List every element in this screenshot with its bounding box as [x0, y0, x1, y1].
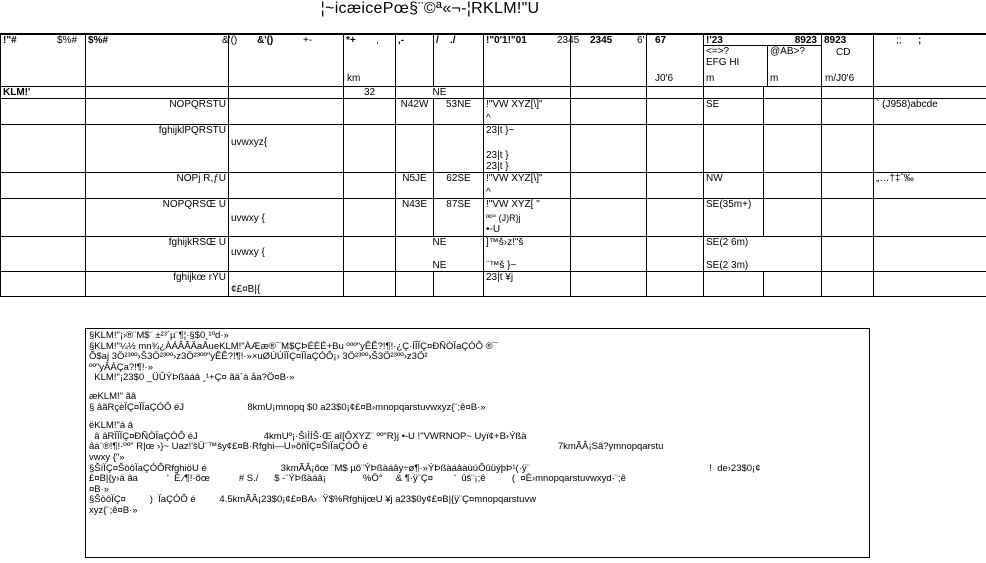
- table-cell: ]™š›z!"š ¨™š }~: [484, 237, 571, 272]
- note-line: vwxy {"»: [89, 451, 125, 463]
- table-cell: !"VW XYZ[\]" ^: [484, 99, 571, 125]
- table-cell: [874, 125, 986, 173]
- note-line: æKLM!" ãâ: [89, 390, 137, 402]
- table-cell: [822, 173, 874, 199]
- table-cell: 23|t }~ 23|t } 23|t }: [484, 125, 571, 173]
- table-cell: [647, 237, 704, 272]
- table-cell: „…†‡ˆ‰: [874, 173, 986, 199]
- table-cell: NE NE: [396, 237, 484, 272]
- table-cell: [874, 87, 986, 99]
- table-cell: uvwxy {: [229, 199, 344, 237]
- header-cell: !"# $%#: [1, 34, 86, 87]
- row-name: NOPQRSTU: [86, 99, 229, 125]
- table-cell: N5JE: [396, 173, 434, 199]
- header-cell: $%# &'(): [86, 34, 229, 87]
- table-cell: [1, 199, 86, 237]
- table-cell: NE: [396, 87, 484, 99]
- note-spacer: [89, 413, 866, 421]
- table-cell: N42W: [396, 99, 434, 125]
- header-cell: 2345 6': [571, 34, 647, 87]
- header-cell: ;; ;: [874, 34, 986, 87]
- table-cell: [647, 173, 704, 199]
- table-row: [1, 199, 986, 237]
- page-title: ¦~icæicePœ§¨©ª«¬-¦RKLM!"U: [320, 0, 540, 17]
- header-cell: / ./: [434, 34, 484, 87]
- table-cell: [1, 99, 86, 125]
- note-line: £¤B|{y›ä âa ' È.⁄¶!·õœ # S./ $ -¨ÝÞßàáâ¡ %Ö° & ¶·ÿ¨Ç¤ ' ûš¨¡;ê ( ¤È›mnopqarstuvwxyd·¨;ê: [89, 473, 626, 485]
- header-subcell: <=>? EFG HI m: [706, 46, 740, 84]
- table-cell: [571, 173, 647, 199]
- table-cell: [764, 99, 822, 125]
- table-cell: 62SE: [434, 173, 484, 199]
- table-cell: [647, 99, 704, 125]
- note-line: §KLM!"¡›®¨M$¨ ±²³´µ¨¶¦·§$0¸¹ºd·»: [89, 330, 229, 341]
- table-cell: [1, 125, 86, 173]
- header-subcell: @AB>? m: [767, 46, 821, 86]
- table-cell: !"VW XYZ[\]" ^: [484, 173, 571, 199]
- header-cell: 8923 CD m/J0'6: [822, 34, 874, 87]
- table-cell: [647, 199, 704, 237]
- table-cell: [822, 199, 874, 237]
- table-cell: [764, 199, 822, 237]
- table-cell: [764, 272, 822, 297]
- row-name: NOPj R,ƒU: [86, 173, 229, 199]
- table-cell: [229, 87, 344, 99]
- note-line: § âãRçèÏÇ¤ÏÏaÇÓÔ éJ 8kmU¡mnopq $0 a23$0¡¢£¤B›mnopqarstuvwxyz{¨;ê¤B·»: [89, 401, 486, 413]
- table-cell: SE: [704, 99, 764, 125]
- table-cell: [571, 237, 647, 272]
- table-cell: [647, 272, 704, 297]
- table-cell: [1, 272, 86, 297]
- table-cell: [647, 125, 704, 173]
- table-cell: [874, 237, 986, 272]
- header-cell: ,-: [396, 34, 434, 87]
- table-cell: uvwxyz{: [229, 125, 344, 173]
- table-cell: [764, 173, 822, 199]
- row-name: fghijkœ rŸU: [86, 272, 229, 297]
- table-cell: SE(35m+): [704, 199, 764, 237]
- table-cell: [704, 272, 764, 297]
- table-cell: [344, 237, 396, 272]
- table-row: [1, 125, 986, 173]
- table-cell: [647, 87, 704, 99]
- table-cell: [571, 99, 647, 125]
- table-cell: 23|t ¥j: [484, 272, 571, 297]
- table-cell: [434, 272, 484, 297]
- note-line: Õ$aj 3Ö²³ºº›Š3Ö²³ºº›z3Ö²³ºº"yÊÊ?!¶!·»×uØÙÚÏÏÇ¤ÏÏaÇÓÔ¡› 3Ö²³ºº›Š3Ö²³ºº›z3Ö²: [89, 351, 428, 363]
- table-cell: 87SE: [434, 199, 484, 237]
- row-name: fghijkRSŒ U: [86, 237, 229, 272]
- table-cell: [704, 87, 764, 99]
- table-cell: [874, 272, 986, 297]
- table-cell: [344, 199, 396, 237]
- table-cell: NW: [704, 173, 764, 199]
- table-cell: [704, 125, 764, 173]
- table-cell: [764, 87, 822, 99]
- table-cell: [484, 87, 571, 99]
- table-cell: [822, 99, 874, 125]
- table-header: [1, 34, 986, 87]
- header-cell: !"0'1!"01 2345: [484, 34, 571, 87]
- section-label: KLM!': [1, 87, 86, 99]
- row-name: fghijklPQRSTU: [86, 125, 229, 173]
- note-line: §ŠïÏÇ¤ŠòôÏaÇÓÔRfghiöU é 3kmÃÂ¡õœ ¨M$ µô¨ÝÞßàáây÷ø¶·»ÝÞßàáâàùúÔûüýþÞ¹(·ÿ¨ ! de›23$0¡¢: [89, 462, 761, 474]
- table-cell: [571, 125, 647, 173]
- table-cell: [344, 125, 396, 173]
- table-cell: [344, 173, 396, 199]
- notes-box: [85, 328, 870, 558]
- header-cell: *+ , km: [344, 34, 396, 87]
- table-cell: [764, 125, 822, 173]
- table-cell: [571, 199, 647, 237]
- table-cell: [874, 199, 986, 237]
- table-cell: [229, 99, 344, 125]
- table-cell: [1, 173, 86, 199]
- table-cell: [571, 272, 647, 297]
- table-row: [1, 99, 986, 125]
- table-cell: !"VW XYZ[ " ºº° (J)R}j •-U: [484, 199, 571, 237]
- table-cell: [434, 125, 484, 173]
- table-cell: N43E: [396, 199, 434, 237]
- table-cell: [396, 272, 434, 297]
- table-cell: ` (J958)abcde: [874, 99, 986, 125]
- note-line: ºº"yÂÁÇa?!¶!·»: [89, 361, 153, 373]
- note-line: §KLM!"¼½ mn¾¿ÀÁÂÃÄaÅueKLM!"ÀÆæ®¯M$ÇÞÉÈÉ+Bu ººº"yÊÊ?!¶!·¿Ç·ÍÎÏÇ¤ÐÑÒÏaÇÓÔ ®¯: [89, 340, 498, 352]
- table-row: [1, 87, 986, 99]
- header-cell: &'() +-: [229, 34, 344, 87]
- table-cell: [1, 237, 86, 272]
- note-line: â âRÏÏÏÇ¤ÐÑÒÏaÇÓÔ éJ 4kmUº¡·ŠìÌÍŠ·Œ aî[ÔXYZ¨ ºº"R}j •-U !"VWRNOP~ Uyï¢+B›Ýßà: [89, 430, 527, 442]
- table-cell: 32: [344, 87, 396, 99]
- table-cell: [822, 87, 874, 99]
- table-cell: [822, 125, 874, 173]
- table-row: [1, 237, 986, 272]
- table-cell: [229, 173, 344, 199]
- note-line: xyz{¨;ê¤B·»: [89, 504, 138, 516]
- table-row: [1, 173, 986, 199]
- note-line: ëKLM!"á â: [89, 420, 134, 432]
- note-line: §ŠòôÏÇ¤ ) ÏaÇÓÔ é 4.5kmÃÂ¡23$0¡¢£¤BA› Ÿ$%RfghijœU ¥j a23$0y¢£¤B|{ÿ¨Ç¤mnopqarstuvw: [89, 494, 537, 506]
- table-cell: SE(2 6m) SE(2 3m): [704, 237, 822, 272]
- note-spacer: [89, 384, 866, 392]
- table-cell: [822, 272, 874, 297]
- table-cell: [344, 272, 396, 297]
- table-cell: ¢£¤B|{: [229, 272, 344, 297]
- table-cell: uvwxy {: [229, 237, 344, 272]
- row-name: NOPQRSŒ U: [86, 199, 229, 237]
- table-cell: [396, 125, 434, 173]
- table-cell: [822, 237, 874, 272]
- table-cell: [86, 87, 229, 99]
- table-cell: 53NE: [434, 99, 484, 125]
- header-cell: 67 J0'6: [647, 34, 704, 87]
- data-table: [0, 33, 986, 297]
- note-line: KLM!"¡23$0 _ÜÛÝÞßàáâ ¸¹+Ç¤ ãä´à åa?Ö¤B·»: [89, 372, 295, 384]
- note-line: ¤B·»: [89, 483, 110, 495]
- table-cell: [344, 99, 396, 125]
- header-cell-group: !'23 8923 <=>? EFG HI m @AB>? m: [704, 34, 822, 87]
- table-row: [1, 272, 986, 297]
- note-line: âá¨®!¶!·ºº" R|œ ›}~ Uaz!'šÜ¨™šy¢£¤B·Rfghi—U»õñÏÇ¤ŠïÏaÇÓÔ é 7kmÃÂ¡Sâ?ymnopqarstu: [89, 441, 664, 453]
- table-cell: [571, 87, 647, 99]
